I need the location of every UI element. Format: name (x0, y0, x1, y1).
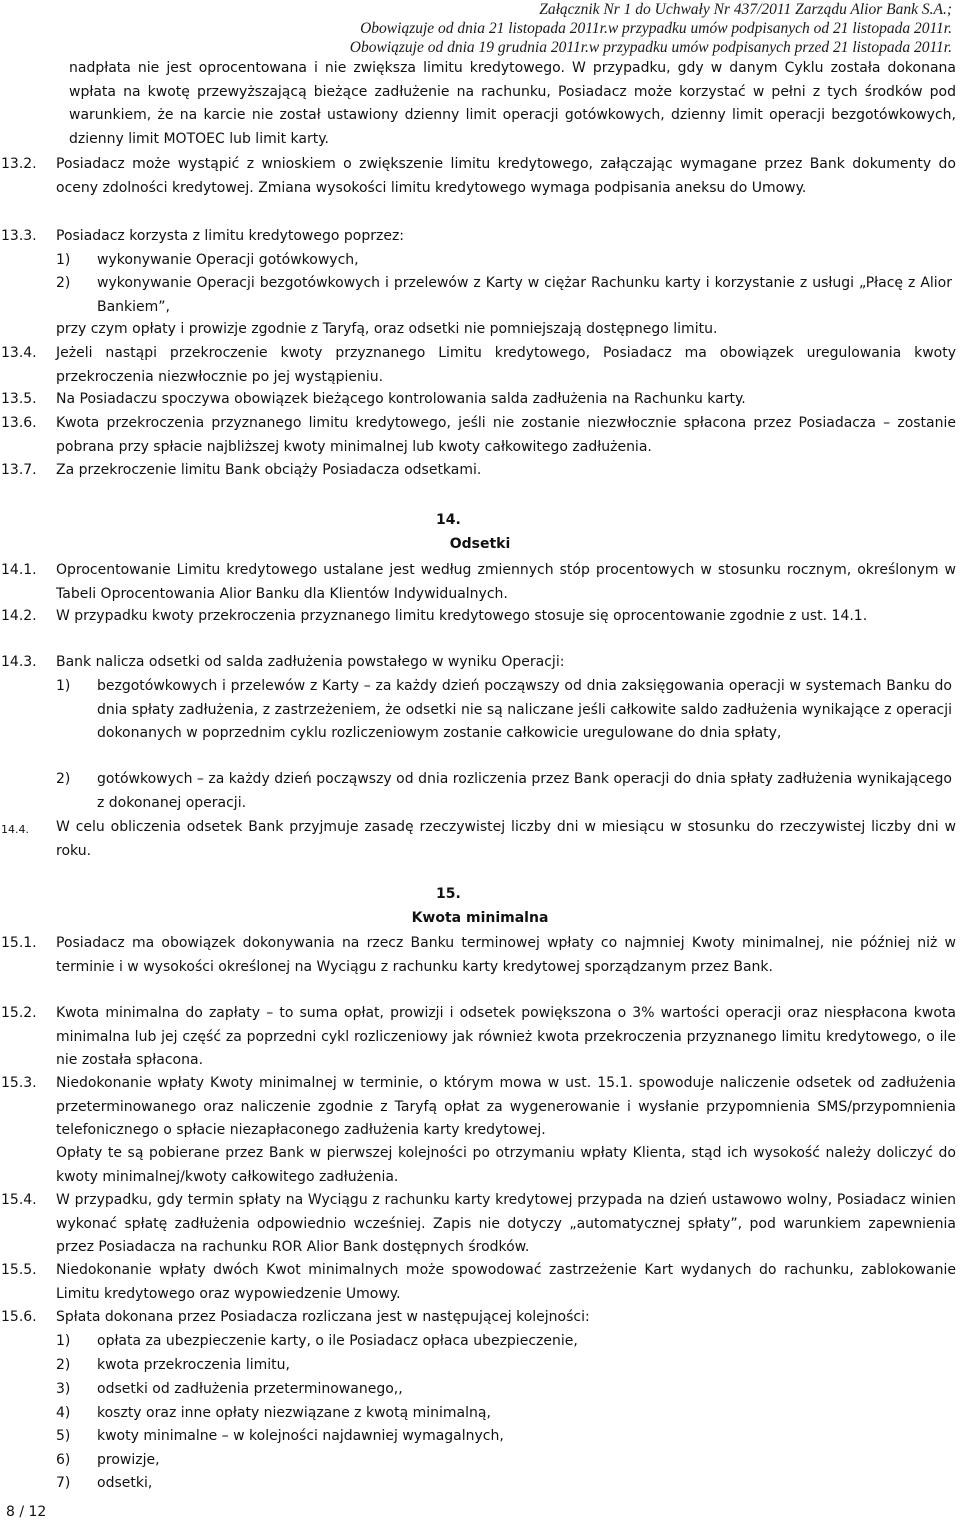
paragraph-number: 15.2. (1, 1005, 37, 1021)
list-text: kwoty minimalne – w kolejności najdawniej wymagalnych, (97, 1428, 504, 1444)
list-number: 4) (56, 1405, 71, 1421)
list-text: opłata za ubezpieczenie karty, o ile Posiadacz opłaca ubezpieczenie, (97, 1333, 578, 1349)
paragraph-text: W celu obliczenia odsetek Bank przyjmuje zasadę rzeczywistej liczby dni w miesiącu w stosunku do rzeczywistej liczby dni w roku. (56, 819, 956, 859)
paragraph-15-6 (1, 1306, 956, 1330)
paragraph-number: 13.5. (1, 391, 37, 407)
paragraph-number: 15.4. (1, 1192, 37, 1208)
paragraph-14-2 (1, 605, 956, 629)
paragraph-text: Kwota minimalna do zapłaty – to suma opłat, prowizji i odsetek powiększona o 3% wartości operacji oraz niespłacona kwota minimalna lub jej część za poprzedni cykl rozliczeniowy jak również kwota przekroczenia przyznanego limitu kredytowego, o ile nie została spłacona. (56, 1005, 956, 1068)
paragraph-15-2 (1, 1002, 956, 1073)
paragraph-text: Na Posiadaczu spoczywa obowiązek bieżącego kontrolowania salda zadłużenia na Rachunku karty. (56, 391, 746, 407)
paragraph-13-3 (1, 225, 956, 249)
paragraph-number: 14.4. (1, 823, 29, 836)
list-number: 6) (56, 1452, 71, 1468)
list-text: odsetki, (97, 1475, 153, 1491)
paragraph-number: 13.4. (1, 345, 37, 361)
paragraph-number: 13.3. (1, 228, 37, 244)
list-text: bezgotówkowych i przelewów z Karty – za każdy dzień począwszy od dnia zaksięgowania operacji w systemach Banku do dnia spłaty zadłużenia, z zastrzeżeniem, że odsetki nie są naliczane jeśli całkowite saldo zadłużenia wynikające z operacji dokonanych w poprzednim cyklu rozliczeniowym zostanie całkowicie uregulowane do dnia spłaty, (97, 678, 952, 741)
paragraph-13-5 (1, 388, 956, 412)
paragraph-14-4 (1, 816, 956, 863)
page-number: 8 / 12 (6, 1504, 47, 1520)
paragraph-number: 15.6. (1, 1309, 37, 1325)
list-text: koszty oraz inne opłaty niezwiązane z kwotą minimalną, (97, 1405, 491, 1421)
paragraph-13-4 (1, 342, 956, 389)
paragraph-14-3 (1, 651, 956, 675)
paragraph-number: 14.2. (1, 608, 37, 624)
paragraph-14-1 (1, 559, 956, 606)
paragraph-text: Spłata dokonana przez Posiadacza rozliczana jest w następującej kolejności: (56, 1309, 590, 1325)
paragraph-text: Niedokonanie wpłaty Kwoty minimalnej w terminie, o którym mowa w ust. 15.1. spowoduje naliczenie odsetek od zadłużenia przeterminowanego oraz naliczenie zgodnie z Taryfą opłat za wygenerowanie i wysłanie przypomnienia SMS/przypomnienia telefonicznego o spłacie niezapłaconego zadłużenia karty kredytowej. (56, 1075, 956, 1138)
header-line-3: Obowiązuje od dnia 19 grudnia 2011r.w przypadku umów podpisanych przed 21 listopada 2011r. (349, 39, 952, 56)
list-number: 7) (56, 1475, 71, 1491)
paragraph-text: Jeżeli nastąpi przekroczenie kwoty przyznanego Limitu kredytowego, Posiadacz ma obowiązek uregulowania kwoty przekroczenia niezwłocznie po jej wystąpieniu. (56, 345, 956, 385)
paragraph-number: 14.1. (1, 562, 37, 578)
paragraph-number: 13.2. (1, 156, 37, 172)
list-text: wykonywanie Operacji bezgotówkowych i przelewów z Karty w ciężar Rachunku karty i korzystanie z usługi „Płacę z Alior Bankiem”, (97, 275, 952, 315)
list-number: 2) (56, 771, 71, 787)
paragraph-text: Opłaty te są pobierane przez Bank w pierwszej kolejności po otrzymaniu wpłaty Klienta, stąd ich wysokość należy doliczyć do kwoty minimalnej/kwoty całkowitego zadłużenia. (56, 1145, 956, 1185)
paragraph-number: 15.3. (1, 1075, 37, 1091)
paragraph-number: 13.7. (1, 462, 37, 478)
paragraph-text: Niedokonanie wpłaty dwóch Kwot minimalnych może spowodować zastrzeżenie Kart wydanych do rachunku, zablokowanie Limitu kredytowego oraz wypowiedzenie Umowy. (56, 1262, 956, 1302)
list-number: 2) (56, 275, 71, 291)
list-text: prowizje, (97, 1452, 160, 1468)
list-number: 2) (56, 1357, 71, 1373)
paragraph-text: Posiadacz korzysta z limitu kredytowego poprzez: (56, 228, 405, 244)
list-text: odsetki od zadłużenia przeterminowanego,, (97, 1381, 403, 1397)
paragraph-15-3 (1, 1072, 956, 1143)
paragraph-number: 13.6. (1, 415, 37, 431)
paragraph-13-7 (1, 459, 956, 483)
list-number: 1) (56, 252, 71, 268)
header-line-2: Obowiązuje od dnia 21 listopada 2011r.w przypadku umów podpisanych od 21 listopada 2011r. (360, 20, 952, 37)
paragraph-text: W przypadku, gdy termin spłaty na Wyciągu z rachunku karty kredytowej przypada na dzień ustawowo wolny, Posiadacz winien wykonać spłatę zadłużenia odpowiednio wcześniej. Zapis nie dotyczy „automatycznej spłaty”, pod warunkiem zapewnienia przez Posiadacza na rachunku ROR Alior Bank dostępnych środków. (56, 1192, 956, 1255)
paragraph-text: Kwota przekroczenia przyznanego limitu kredytowego, jeśli nie zostanie niezwłocznie spłacona przez Posiadacza – zostanie pobrana przy spłacie najbliższej kwoty minimalnej lub kwoty całkowitego zadłużenia. (56, 415, 956, 455)
section-title: Kwota minimalna (411, 910, 549, 926)
paragraph-13-2 (1, 153, 956, 200)
paragraph-text: Posiadacz ma obowiązek dokonywania na rzecz Banku terminowej wpłaty co najmniej Kwoty minimalnej, nie później niż w terminie i w wysokości określonej na Wyciągu z rachunku karty kredytowej sporządzanym przez Bank. (56, 935, 956, 975)
paragraph-number: 15.1. (1, 935, 37, 951)
paragraph-text: Posiadacz może wystąpić z wnioskiem o zwiększenie limitu kredytowego, załączając wymagane przez Bank dokumenty do oceny zdolności kredytowej. Zmiana wysokości limitu kredytowego wymaga podpisania aneksu do Umowy. (56, 156, 956, 196)
section-number: 14. (436, 512, 461, 528)
paragraph-15-1 (1, 932, 956, 979)
paragraph-number: 14.3. (1, 654, 37, 670)
paragraph-15-4 (1, 1189, 956, 1260)
paragraph-number: 15.5. (1, 1262, 37, 1278)
paragraph-15-3-extra (56, 1142, 956, 1189)
paragraph-13-6 (1, 412, 956, 459)
intro-paragraph (69, 57, 956, 151)
paragraph-15-5 (1, 1259, 956, 1306)
list-text: gotówkowych – za każdy dzień począwszy od dnia rozliczenia przez Bank operacji do dnia spłaty zadłużenia wynikającego z dokonanej operacji. (97, 771, 952, 811)
list-text: kwota przekroczenia limitu, (97, 1357, 290, 1373)
list-number: 1) (56, 1333, 71, 1349)
intro-text: nadpłata nie jest oprocentowana i nie zwiększa limitu kredytowego. W przypadku, gdy w danym Cyklu została dokonana wpłata na kwotę przewyższającą bieżące zadłużenie na rachunku, Posiadacz może korzystać w pełni z tych środków pod warunkiem, że na karcie nie został ustawiony dzienny limit operacji gotówkowych, dzienny limit operacji bezgotówkowych, dzienny limit MOTOEC lub limit karty. (69, 60, 956, 147)
list-number: 5) (56, 1428, 71, 1444)
header-line-1: Załącznik Nr 1 do Uchwały Nr 437/2011 Zarządu Alior Bank S.A.; (539, 1, 952, 18)
paragraph-text: Oprocentowanie Limitu kredytowego ustalane jest według zmiennych stóp procentowych w stosunku rocznym, określonym w Tabeli Oprocentowania Alior Banku dla Klientów Indywidualnych. (56, 562, 956, 602)
list-number: 1) (56, 678, 71, 694)
paragraph-text: W przypadku kwoty przekroczenia przyznanego limitu kredytowego stosuje się oprocentowanie zgodnie z ust. 14.1. (56, 608, 868, 624)
list-text: wykonywanie Operacji gotówkowych, (97, 252, 359, 268)
section-title: Odsetki (449, 536, 511, 552)
paragraph-text: Bank nalicza odsetki od salda zadłużenia powstałego w wyniku Operacji: (56, 654, 565, 670)
list-number: 3) (56, 1381, 71, 1397)
paragraph-13-3-tail (56, 318, 956, 342)
paragraph-text: przy czym opłaty i prowizje zgodnie z Taryfą, oraz odsetki nie pomniejszają dostępnego limitu. (56, 321, 718, 337)
paragraph-text: Za przekroczenie limitu Bank obciąży Posiadacza odsetkami. (56, 462, 482, 478)
section-number: 15. (436, 886, 461, 902)
